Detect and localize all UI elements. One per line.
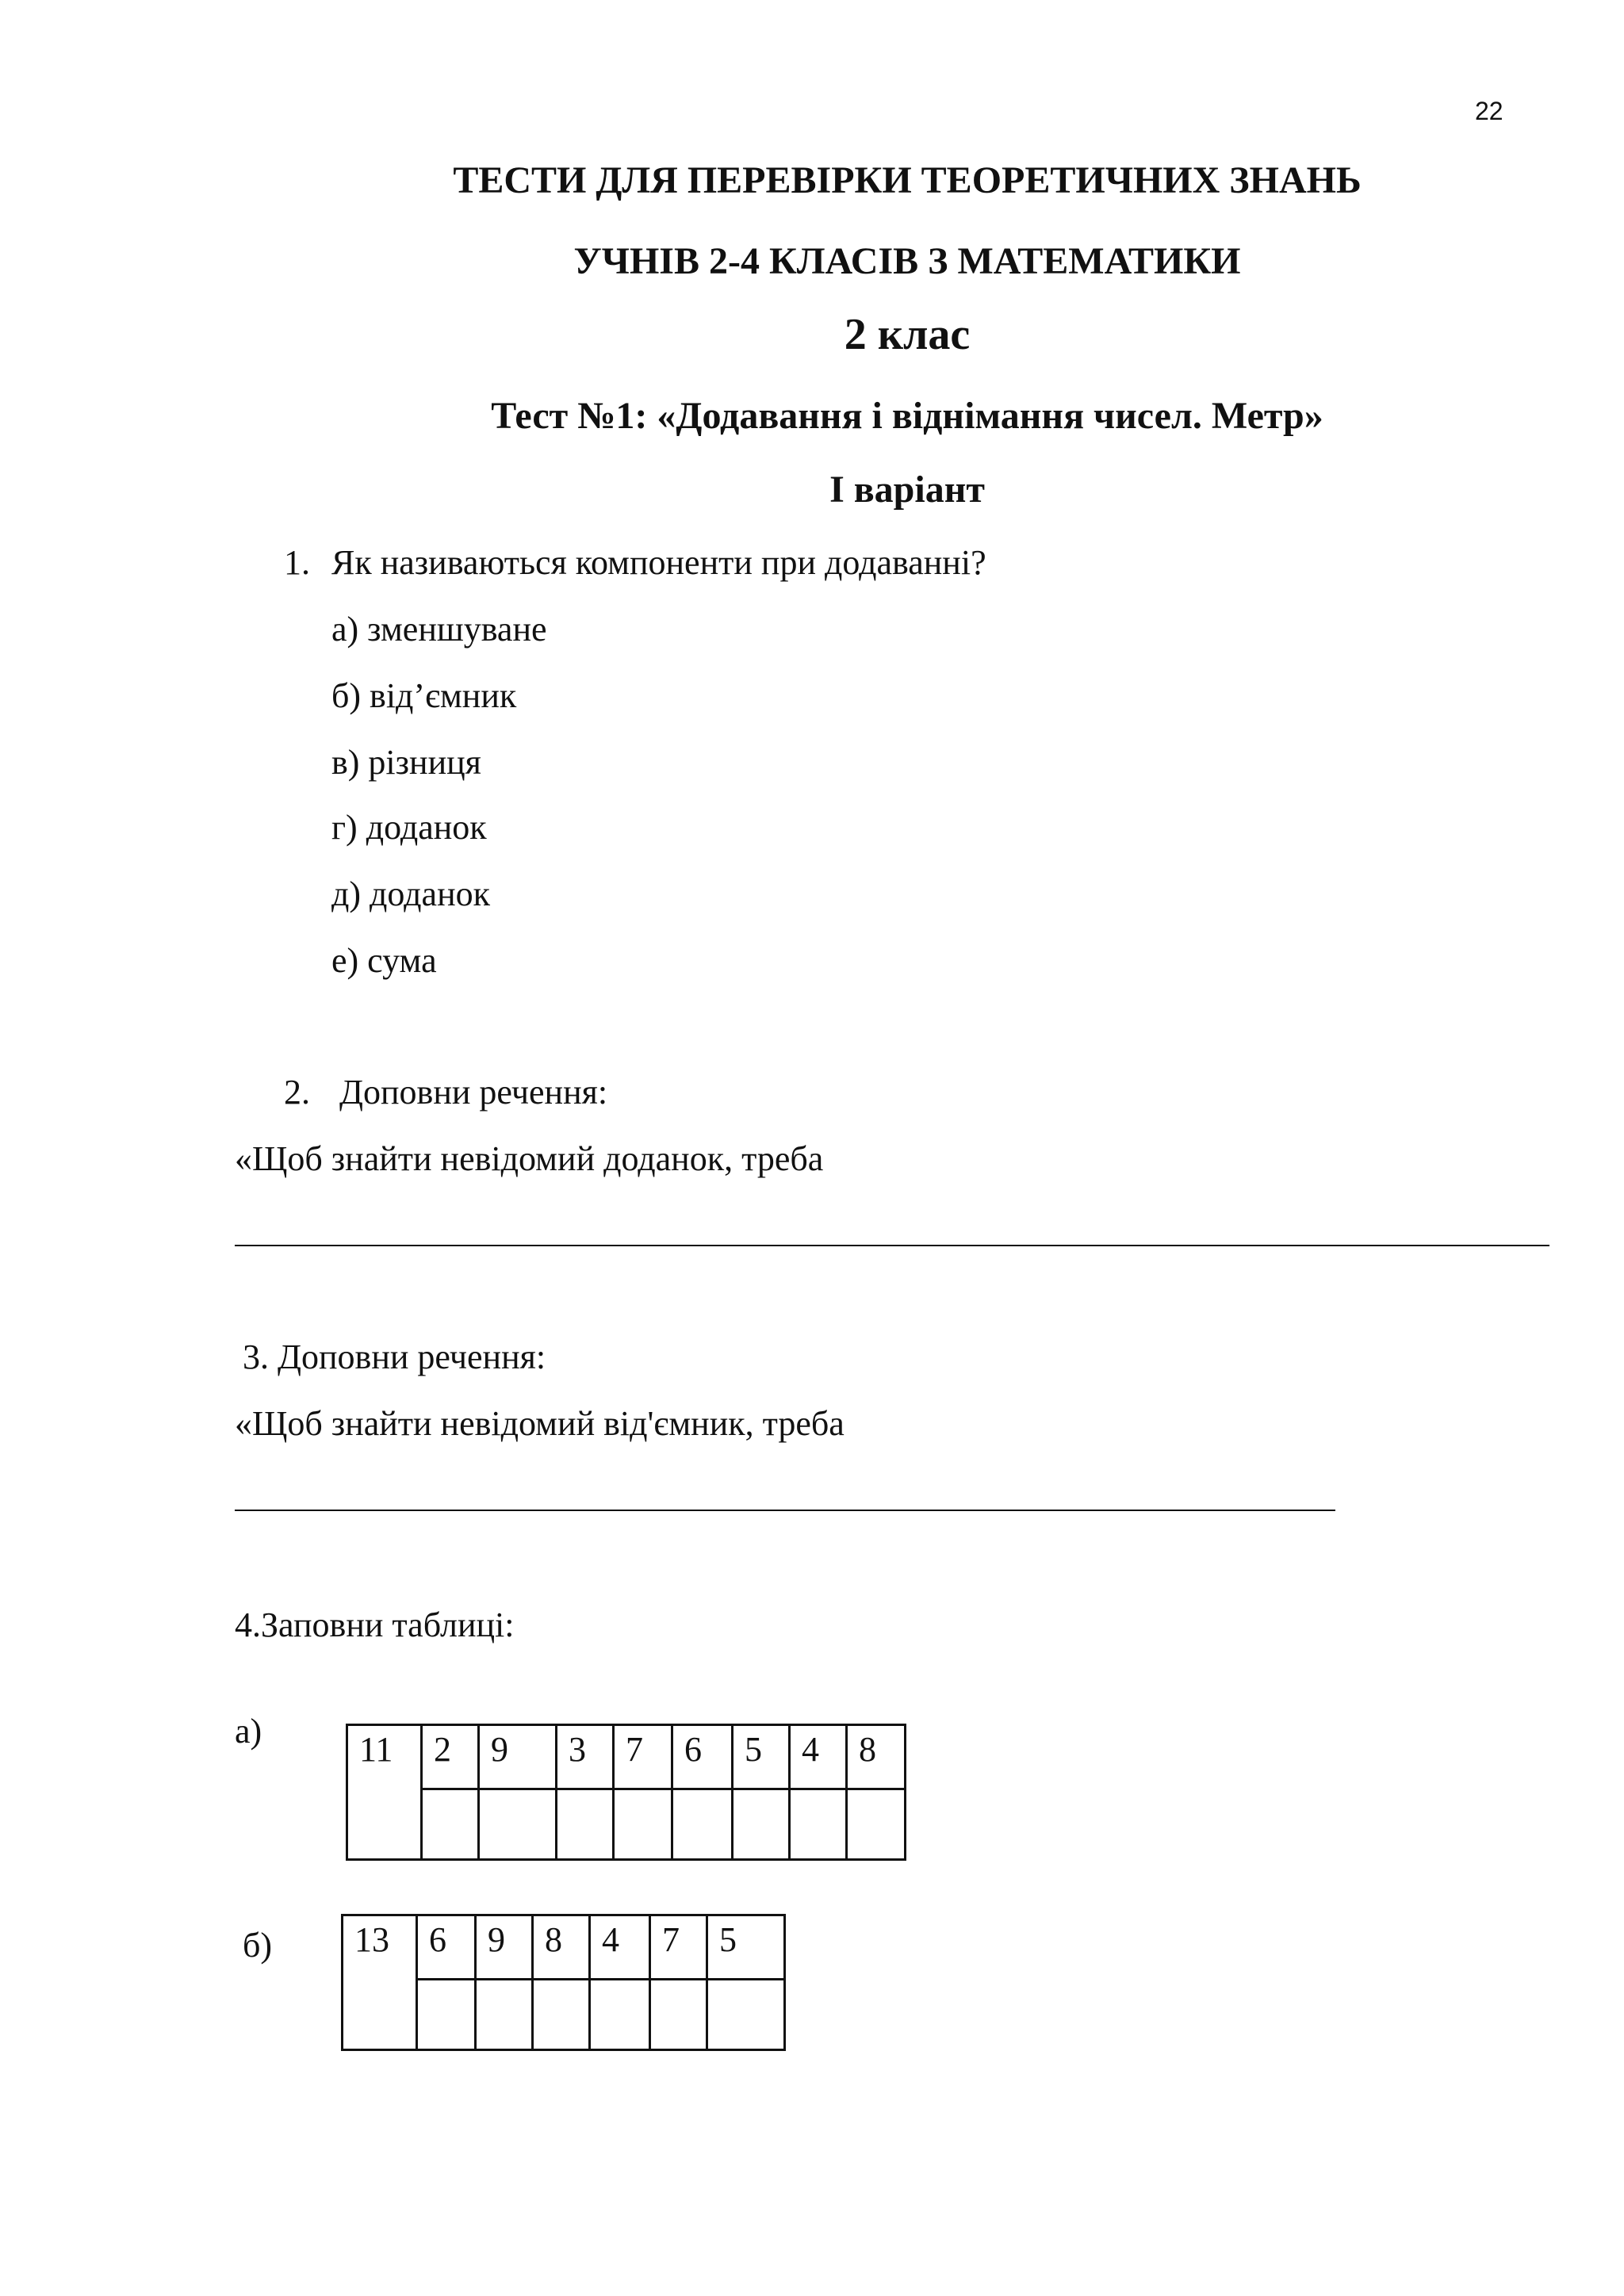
table-a-answer-cell[interactable] [557, 1789, 614, 1859]
table-a-label: а) [235, 1712, 262, 1751]
table-b-answer-cell[interactable] [533, 1979, 590, 2049]
answer-line-2[interactable] [235, 1245, 1549, 1246]
question-4-text: 4.Заповни таблиці: [235, 1605, 515, 1644]
table-b-answer-cell[interactable] [417, 1979, 476, 2049]
question-1-option-e: д) доданок [331, 874, 490, 913]
question-1-option-f: е) сума [331, 941, 437, 980]
table-a-value-cell: 2 [422, 1725, 479, 1789]
table-b-value-cell: 8 [533, 1915, 590, 1980]
question-1-option-a: а) зменшуване [331, 610, 547, 649]
question-2-sentence: «Щоб знайти невідомий доданок, треба [235, 1139, 824, 1178]
table-a-answer-cell[interactable] [733, 1789, 790, 1859]
table-a [346, 1724, 906, 1861]
table-a-first-cell: 11 [347, 1725, 422, 1860]
question-1-option-d: г) доданок [331, 808, 487, 847]
table-a-value-cell: 6 [672, 1725, 733, 1789]
table-b [341, 1914, 786, 2051]
table-b-value-cell: 7 [650, 1915, 707, 1980]
table-b-value-cell: 4 [590, 1915, 650, 1980]
table-a-value-cell: 4 [790, 1725, 847, 1789]
title-line-2: УЧНІВ 2-4 КЛАСІВ З МАТЕМАТИКИ [573, 240, 1241, 282]
table-b-answer-cell[interactable] [590, 1979, 650, 2049]
question-1-number: 1. [284, 543, 310, 582]
table-a-value-cell: 8 [847, 1725, 906, 1789]
table-b-first-cell: 13 [343, 1915, 417, 2050]
table-a-answer-cell[interactable] [479, 1789, 557, 1859]
table-a-value-cell: 7 [614, 1725, 672, 1789]
question-1-text: Як називаються компоненти при додаванні? [331, 543, 986, 582]
table-a-answer-cell[interactable] [422, 1789, 479, 1859]
table-b-value-cell: 9 [476, 1915, 533, 1980]
table-a-value-cell: 9 [479, 1725, 557, 1789]
table-a-value-cell: 5 [733, 1725, 790, 1789]
table-b-answer-cell[interactable] [476, 1979, 533, 2049]
table-b-value-cell: 6 [417, 1915, 476, 1980]
question-3-sentence: «Щоб знайти невідомий від'ємник, треба [235, 1404, 845, 1443]
table-a-value-cell: 3 [557, 1725, 614, 1789]
table-b-label: б) [243, 1926, 273, 1965]
table-b-answer-cell[interactable] [707, 1979, 785, 2049]
table-b-answer-cell[interactable] [650, 1979, 707, 2049]
question-1-option-c: в) різниця [331, 743, 481, 782]
title-line-1: ТЕСТИ ДЛЯ ПЕРЕВІРКИ ТЕОРЕТИЧНИХ ЗНАНЬ [453, 159, 1362, 201]
test-title: Тест №1: «Додавання і віднімання чисел. Метр» [491, 395, 1323, 437]
grade-heading: 2 клас [844, 310, 971, 359]
table-b-value-cell: 5 [707, 1915, 785, 1980]
table-a-answer-cell[interactable] [790, 1789, 847, 1859]
table-a-answer-cell[interactable] [672, 1789, 733, 1859]
question-3-text: 3. Доповни речення: [243, 1337, 546, 1376]
question-2-number: 2. [284, 1073, 310, 1112]
table-a-answer-cell[interactable] [614, 1789, 672, 1859]
page-number: 22 [1475, 97, 1503, 125]
answer-line-3[interactable] [235, 1510, 1335, 1511]
question-1-option-b: б) від’ємник [331, 676, 517, 715]
table-a-answer-cell[interactable] [847, 1789, 906, 1859]
question-2-text: Доповни речення: [339, 1073, 608, 1112]
variant-heading: І варіант [829, 469, 985, 511]
